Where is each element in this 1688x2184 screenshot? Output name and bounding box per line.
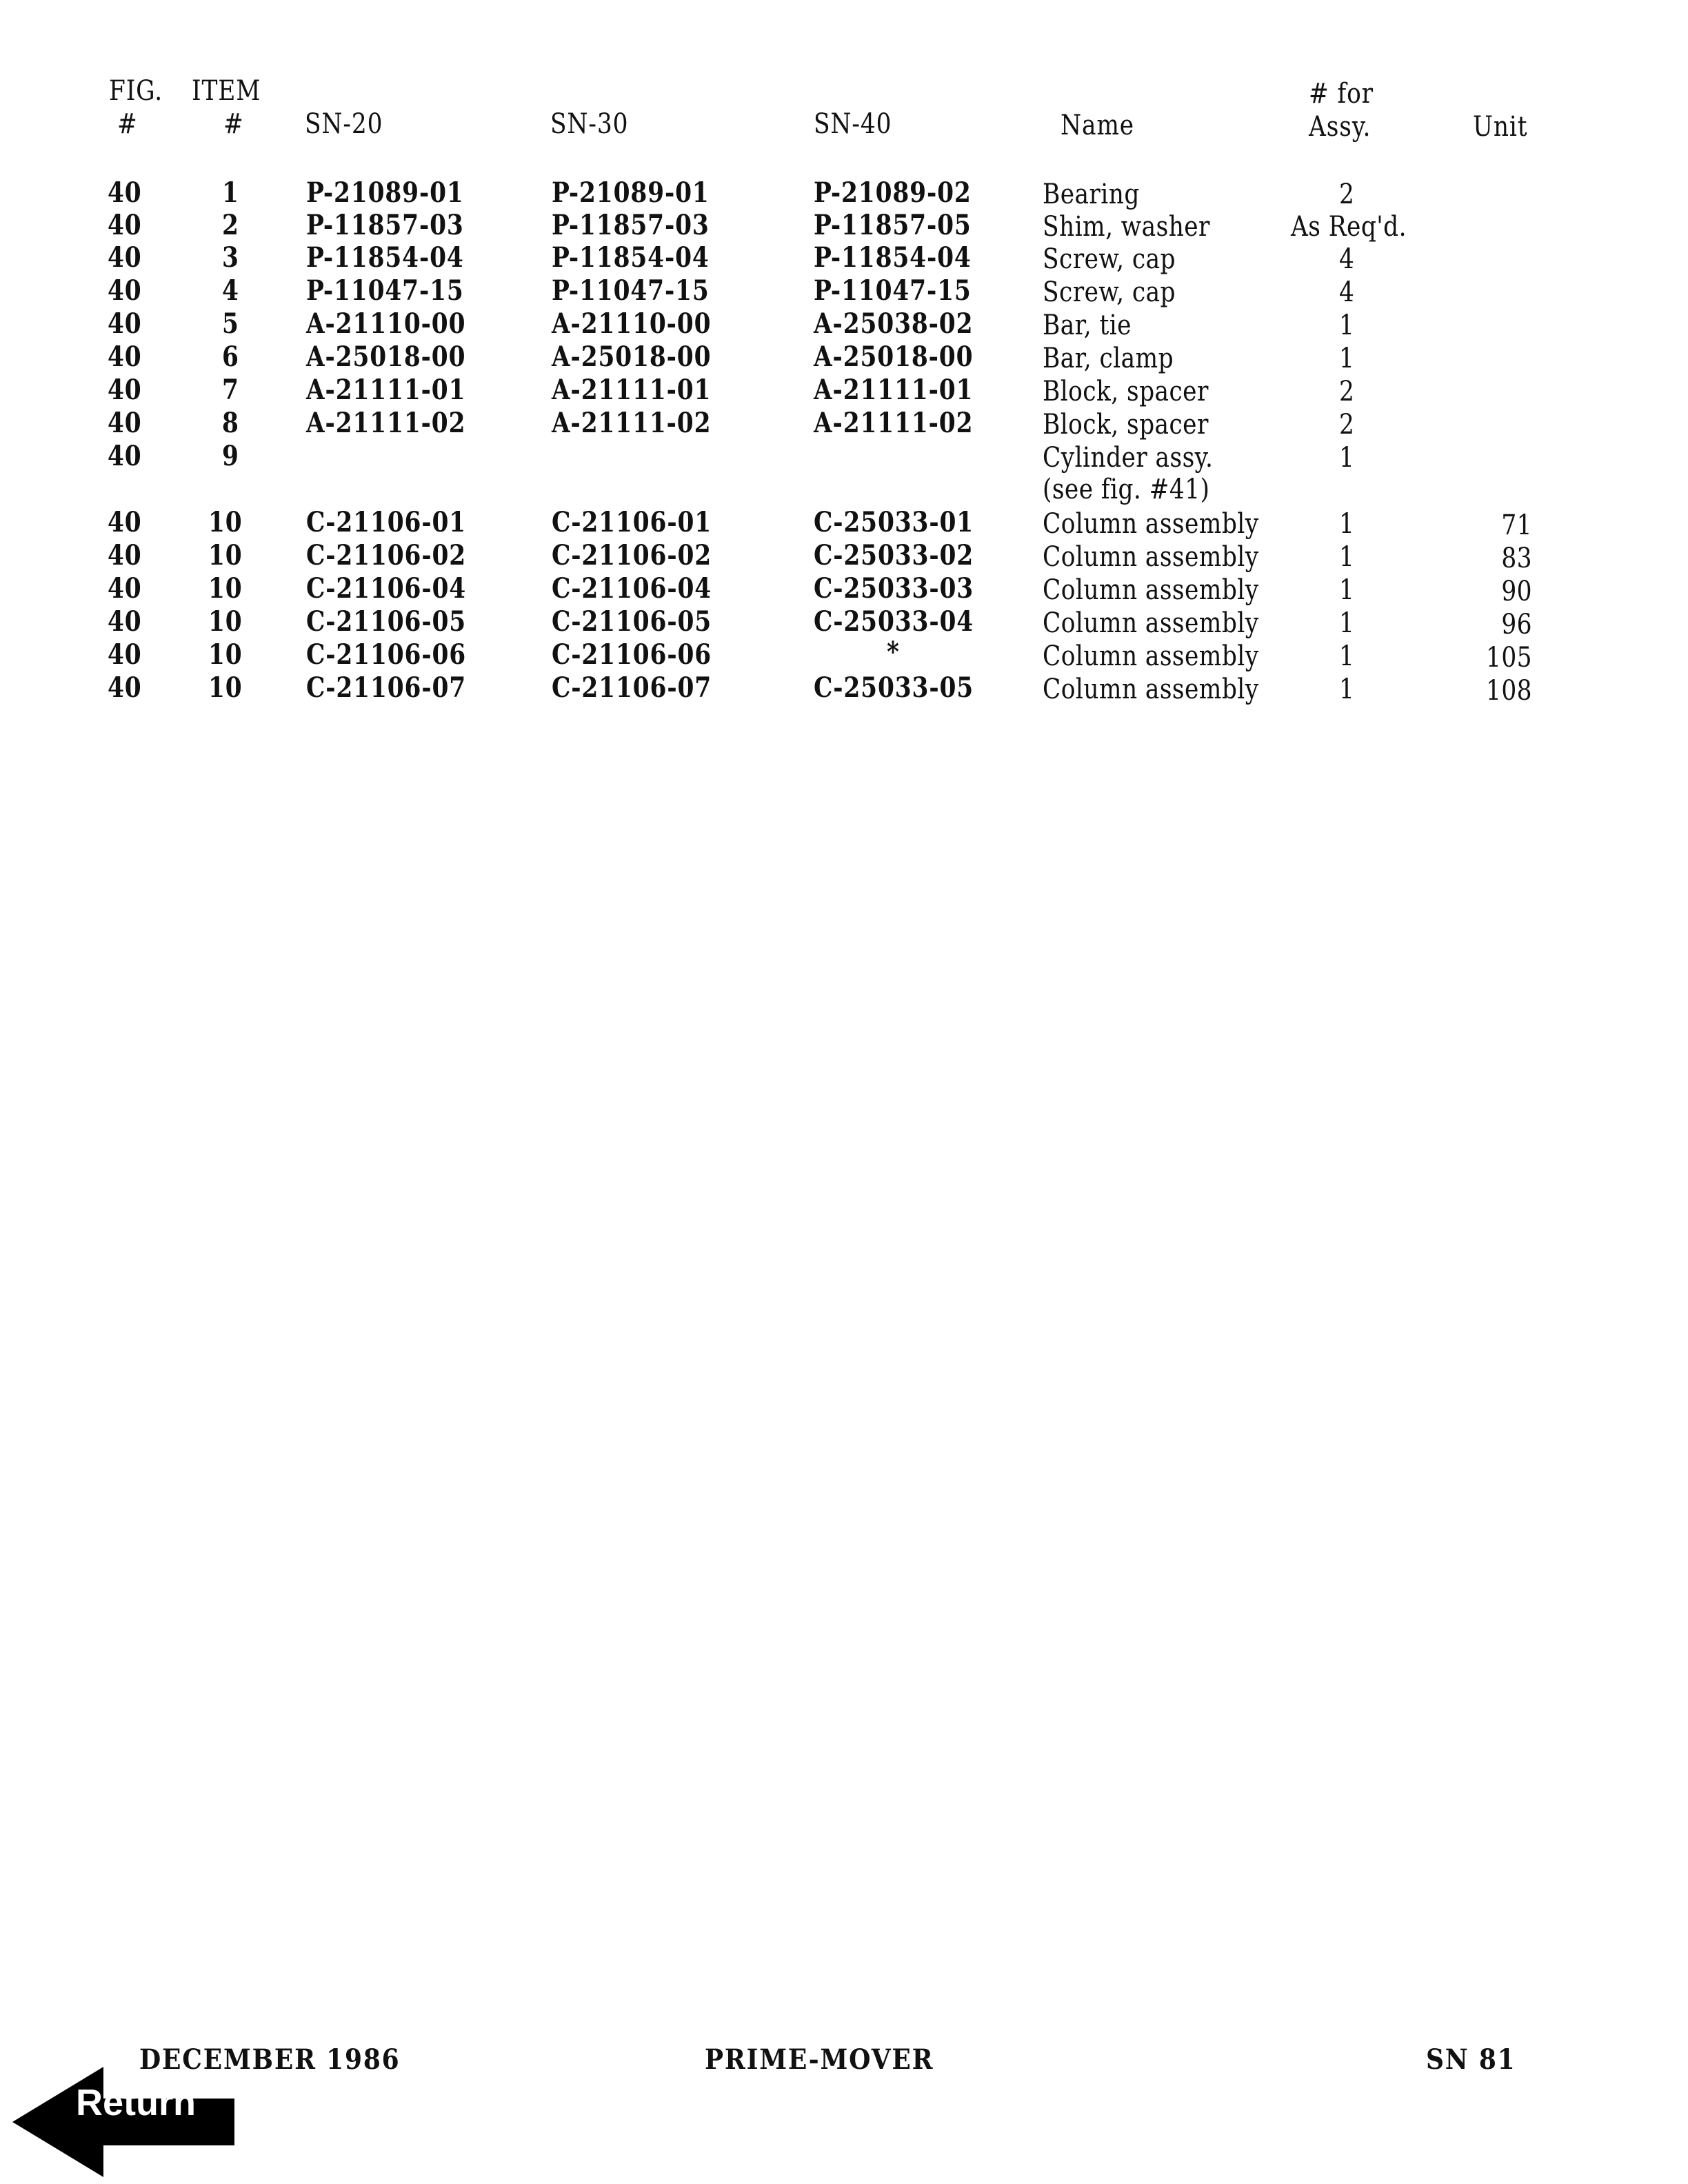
cell-name: Column assembly bbox=[1043, 541, 1259, 573]
cell-sn30: A-21111-01 bbox=[552, 374, 712, 406]
cell-sn40: A-21111-02 bbox=[814, 407, 974, 439]
cell-name: Column assembly bbox=[1043, 574, 1259, 606]
header-item: ITEM bbox=[192, 75, 261, 107]
cell-fig: 40 bbox=[108, 638, 142, 671]
cell-qty: 1 bbox=[1339, 640, 1355, 672]
cell-fig: 40 bbox=[108, 671, 142, 704]
cell-name: Column assembly bbox=[1043, 640, 1259, 672]
cell-item: 2 bbox=[222, 209, 239, 241]
cell-fig: 40 bbox=[108, 374, 142, 406]
cell-sn40: C-25033-04 bbox=[814, 605, 974, 638]
cell-sn40: C-25033-05 bbox=[814, 671, 974, 704]
cell-name: Bar, tie bbox=[1043, 310, 1132, 341]
cell-sn20: C-21106-01 bbox=[306, 506, 467, 538]
cell-qty: 2 bbox=[1339, 376, 1355, 407]
cell-item: 9 bbox=[222, 440, 239, 472]
footer-date: DECEMBER 1986 bbox=[139, 2043, 401, 2076]
header-fig-hash: # bbox=[117, 108, 138, 140]
cell-sn40: P-11857-05 bbox=[814, 209, 972, 241]
cell-item: 10 bbox=[208, 539, 243, 572]
cell-name: Bar, clamp bbox=[1043, 343, 1174, 374]
cell-qty: 1 bbox=[1339, 442, 1355, 474]
cell-fig: 40 bbox=[108, 176, 142, 209]
cell-item: 10 bbox=[208, 506, 243, 538]
cell-unit: 90 bbox=[1501, 576, 1532, 607]
cell-sn30: C-21106-04 bbox=[552, 572, 712, 605]
cell-qty: 1 bbox=[1339, 343, 1355, 374]
cell-sn40: A-25038-02 bbox=[814, 307, 974, 340]
cell-sn40-asterisk: * bbox=[887, 636, 900, 668]
cell-item: 10 bbox=[208, 671, 243, 704]
cell-sn20: C-21106-06 bbox=[306, 638, 467, 671]
cell-sn20: C-21106-05 bbox=[306, 605, 467, 638]
cell-sn20: P-21089-01 bbox=[306, 176, 464, 209]
cell-sn20: P-11047-15 bbox=[306, 274, 464, 307]
cell-sn30: C-21106-02 bbox=[552, 539, 712, 572]
cell-name: Column assembly bbox=[1043, 674, 1259, 705]
header-assy-top: # for bbox=[1309, 78, 1374, 110]
cell-item: 1 bbox=[222, 176, 239, 209]
cell-unit: 108 bbox=[1486, 675, 1532, 707]
cell-sn30: A-21111-02 bbox=[552, 407, 712, 439]
cell-fig: 40 bbox=[108, 241, 142, 274]
cell-sn20: P-11857-03 bbox=[306, 209, 464, 241]
cell-name: Column assembly bbox=[1043, 508, 1259, 540]
cell-item: 3 bbox=[222, 241, 239, 274]
cell-sn30: A-21110-00 bbox=[552, 307, 712, 340]
cell-name: Cylinder assy. bbox=[1043, 442, 1214, 474]
cell-qty: 4 bbox=[1339, 243, 1355, 275]
cell-sn40: A-25018-00 bbox=[814, 341, 974, 373]
cell-sn20: C-21106-04 bbox=[306, 572, 467, 605]
cell-sn30: P-11047-15 bbox=[552, 274, 710, 307]
cell-qty: 1 bbox=[1339, 674, 1355, 705]
cell-unit: 83 bbox=[1501, 543, 1532, 574]
cell-qty: 1 bbox=[1339, 574, 1355, 606]
header-item-hash: # bbox=[223, 108, 244, 140]
footer-page-number: SN 81 bbox=[1426, 2043, 1516, 2076]
cell-sn40: C-25033-02 bbox=[814, 539, 974, 572]
cell-item: 10 bbox=[208, 605, 243, 638]
cell-qty: 2 bbox=[1339, 409, 1355, 441]
cell-name: Bearing bbox=[1043, 179, 1140, 210]
cell-item: 8 bbox=[222, 407, 239, 439]
cell-name-note: (see fig. #41) bbox=[1043, 474, 1210, 505]
cell-fig: 40 bbox=[108, 307, 142, 340]
cell-fig: 40 bbox=[108, 274, 142, 307]
cell-qty: 2 bbox=[1339, 179, 1355, 210]
cell-qty: 4 bbox=[1339, 276, 1355, 308]
cell-item: 10 bbox=[208, 638, 243, 671]
cell-unit: 105 bbox=[1486, 642, 1532, 674]
cell-fig: 40 bbox=[108, 341, 142, 373]
cell-item: 10 bbox=[208, 572, 243, 605]
return-button[interactable] bbox=[12, 2067, 240, 2177]
cell-sn30: P-21089-01 bbox=[552, 176, 710, 209]
cell-sn40: P-11854-04 bbox=[814, 241, 972, 274]
cell-sn30: C-21106-06 bbox=[552, 638, 712, 671]
return-label: Return bbox=[76, 2082, 196, 2123]
cell-fig: 40 bbox=[108, 407, 142, 439]
cell-fig: 40 bbox=[108, 506, 142, 538]
header-sn20: SN-20 bbox=[305, 108, 383, 140]
cell-item: 5 bbox=[222, 307, 239, 340]
cell-item: 6 bbox=[222, 341, 239, 373]
cell-sn20: C-21106-02 bbox=[306, 539, 467, 572]
cell-unit: 71 bbox=[1501, 509, 1532, 541]
cell-fig: 40 bbox=[108, 440, 142, 472]
cell-qty: 1 bbox=[1339, 508, 1355, 540]
cell-name: Screw, cap bbox=[1043, 243, 1176, 275]
cell-sn40: P-21089-02 bbox=[814, 176, 972, 209]
cell-sn20: P-11854-04 bbox=[306, 241, 464, 274]
cell-sn30: C-21106-01 bbox=[552, 506, 712, 538]
header-unit: Unit bbox=[1473, 111, 1528, 143]
header-fig: FIG. bbox=[109, 75, 163, 107]
cell-qty: As Req'd. bbox=[1291, 211, 1407, 243]
cell-fig: 40 bbox=[108, 605, 142, 638]
cell-name: Screw, cap bbox=[1043, 276, 1176, 308]
cell-fig: 40 bbox=[108, 572, 142, 605]
footer-title: PRIME-MOVER bbox=[705, 2043, 934, 2076]
cell-qty: 1 bbox=[1339, 541, 1355, 573]
cell-sn40: P-11047-15 bbox=[814, 274, 972, 307]
cell-sn20: A-21110-00 bbox=[306, 307, 466, 340]
cell-fig: 40 bbox=[108, 209, 142, 241]
cell-item: 4 bbox=[222, 274, 239, 307]
cell-sn40: A-21111-01 bbox=[814, 374, 974, 406]
cell-sn30: P-11854-04 bbox=[552, 241, 710, 274]
header-sn40: SN-40 bbox=[814, 108, 892, 140]
cell-name: Block, spacer bbox=[1043, 376, 1209, 407]
cell-sn40: C-25033-01 bbox=[814, 506, 974, 538]
cell-sn30: P-11857-03 bbox=[552, 209, 710, 241]
header-name: Name bbox=[1061, 110, 1135, 141]
cell-name: Shim, washer bbox=[1043, 211, 1210, 243]
cell-item: 7 bbox=[222, 374, 239, 406]
cell-sn20: A-21111-02 bbox=[306, 407, 466, 439]
cell-name: Block, spacer bbox=[1043, 409, 1209, 441]
cell-sn40: C-25033-03 bbox=[814, 572, 974, 605]
cell-sn30: C-21106-05 bbox=[552, 605, 712, 638]
cell-fig: 40 bbox=[108, 539, 142, 572]
cell-qty: 1 bbox=[1339, 310, 1355, 341]
cell-name: Column assembly bbox=[1043, 607, 1259, 639]
cell-sn20: C-21106-07 bbox=[306, 671, 467, 704]
cell-sn30: A-25018-00 bbox=[552, 341, 712, 373]
cell-sn20: A-25018-00 bbox=[306, 341, 466, 373]
cell-unit: 96 bbox=[1501, 609, 1532, 640]
header-assy: Assy. bbox=[1309, 111, 1372, 143]
cell-qty: 1 bbox=[1339, 607, 1355, 639]
cell-sn20: A-21111-01 bbox=[306, 374, 466, 406]
cell-sn30: C-21106-07 bbox=[552, 671, 712, 704]
header-sn30: SN-30 bbox=[550, 108, 629, 140]
